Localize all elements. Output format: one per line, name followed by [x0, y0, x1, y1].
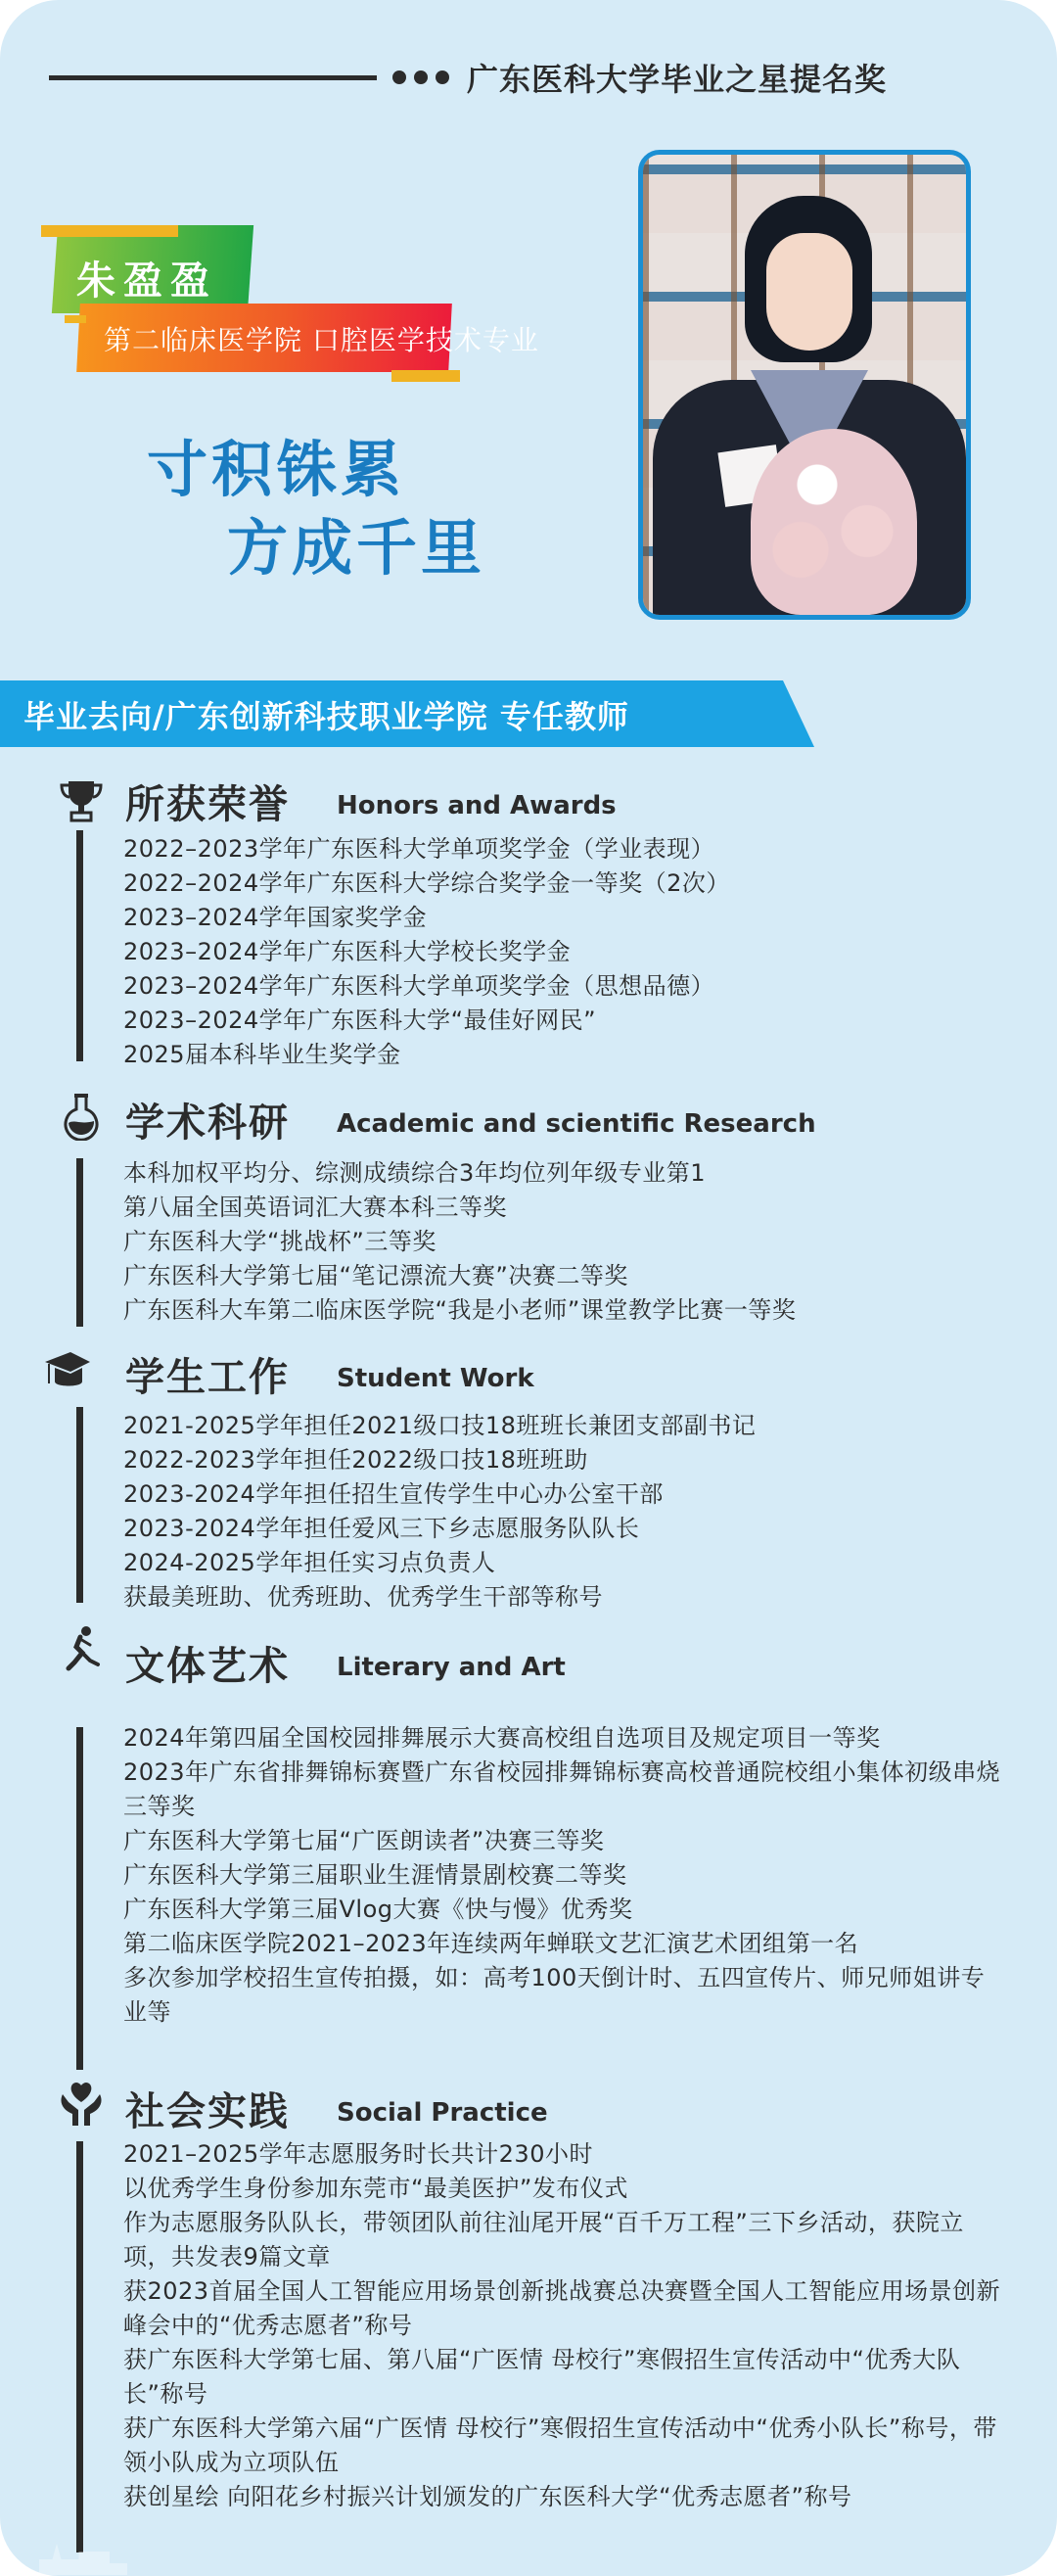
list-item: 广东医科大学“挑战杯”三等奖 — [123, 1228, 437, 1255]
section-title-en: Social Practice — [337, 2098, 548, 2128]
list-item: 本科加权平均分、综测成绩综合3年均位列年级专业第1 — [123, 1159, 707, 1187]
portrait-photo — [638, 150, 971, 620]
list-item: 广东医科大车第二临床医学院“我是小老师”课堂教学比赛一等奖 — [123, 1296, 797, 1324]
list-item: 2023年广东省排舞锦标赛暨广东省校园排舞锦标赛高校普通院校组小集体初级串烧三等奖 — [123, 1758, 1001, 1820]
social-practice-list — [123, 2137, 1004, 2514]
decorative-skyline — [39, 2536, 127, 2575]
section-title-en: Literary and Art — [337, 1653, 566, 1682]
list-item: 广东医科大学第三届职业生涯情景剧校赛二等奖 — [123, 1861, 627, 1889]
header-rule — [49, 75, 377, 80]
major-accent-stripe — [391, 370, 460, 382]
list-item: 2023-2024学年担任招生宣传学生中心办公室干部 — [123, 1480, 664, 1508]
list-item: 2023–2024学年广东医科大学“最佳好网民” — [123, 1007, 597, 1034]
college-major: 第二临床医学院 口腔医学技术专业 — [104, 324, 539, 356]
list-item: 2022–2023学年广东医科大学单项奖学金（学业表现） — [123, 835, 715, 863]
list-item: 2023-2024学年担任爱风三下乡志愿服务队队长 — [123, 1515, 640, 1542]
motto — [147, 431, 485, 587]
photo-bouquet — [751, 429, 917, 615]
motto-line-1: 寸积铢累 — [147, 434, 406, 505]
list-item: 第二临床医学院2021–2023年连续两年蝉联文艺汇演艺术团组第一名 — [123, 1930, 859, 1957]
student-work-list — [123, 1409, 1024, 1615]
major-accent-stripe — [65, 315, 86, 323]
list-item: 2023–2024学年广东医科大学单项奖学金（思想品德） — [123, 972, 715, 1000]
list-item: 2022-2023学年担任2022级口技18班班助 — [123, 1446, 588, 1474]
photo-face — [766, 233, 852, 351]
list-item: 广东医科大学第七届“笔记漂流大赛”决赛二等奖 — [123, 1262, 628, 1289]
header-bar — [49, 55, 1018, 100]
section-title-en: Honors and Awards — [337, 791, 617, 820]
header-dots — [392, 70, 449, 84]
list-item: 多次参加学校招生宣传拍摄，如：高考100天倒计时、五四宣传片、师兄师姐讲专业等 — [123, 1964, 986, 2026]
section-rule — [76, 1727, 83, 2070]
list-item: 获最美班助、优秀班助、优秀学生干部等称号 — [123, 1583, 603, 1611]
list-item: 获广东医科大学第七届、第八届“广医情 母校行”寒假招生宣传活动中“优秀大队长”称号 — [123, 2346, 961, 2408]
section-rule — [76, 1407, 83, 1603]
list-item: 第八届全国英语词汇大赛本科三等奖 — [123, 1194, 507, 1221]
list-item: 2021-2025学年担任2021级口技18班班长兼团支部副书记 — [123, 1412, 757, 1439]
research-list — [123, 1156, 1024, 1328]
motto-line-2: 方成千里 — [227, 512, 486, 584]
section-title-en: Academic and scientific Research — [337, 1109, 816, 1139]
list-item: 广东医科大学第三届Vlog大赛《快与慢》优秀奖 — [123, 1896, 633, 1923]
trophy-icon — [57, 777, 106, 826]
graduation-destination: 毕业去向/广东创新科技职业学院 专任教师 — [23, 698, 629, 735]
section-title-cn: 文体艺术 — [125, 1644, 290, 1689]
section-title-cn: 学术科研 — [125, 1101, 290, 1146]
dot — [436, 70, 449, 84]
list-item: 2023–2024学年广东医科大学校长奖学金 — [123, 938, 572, 965]
section-title-en: Student Work — [337, 1364, 534, 1393]
hands-heart-icon — [57, 2081, 106, 2130]
list-item: 2022–2024学年广东医科大学综合奖学金一等奖（2次） — [123, 869, 730, 897]
list-item: 2024年第四届全国校园排舞展示大赛高校组自选项目及规定项目一等奖 — [123, 1724, 881, 1752]
section-title-cn: 所获荣誉 — [125, 782, 290, 827]
honors-list — [123, 832, 1024, 1072]
student-name: 朱盈盈 — [76, 258, 217, 304]
name-accent-stripe — [41, 225, 178, 237]
section-title-cn: 学生工作 — [125, 1355, 290, 1400]
list-item: 2023–2024学年国家奖学金 — [123, 904, 428, 931]
list-item: 获创星绘 向阳花乡村振兴计划颁发的广东医科大学“优秀志愿者”称号 — [123, 2483, 852, 2510]
dot — [414, 70, 428, 84]
literary-art-list — [123, 1721, 1004, 2030]
section-rule — [76, 2141, 83, 2553]
list-item: 获2023首届全国人工智能应用场景创新挑战赛总决赛暨全国人工智能应用场景创新峰会中的“优秀志愿者”称号 — [123, 2277, 1001, 2339]
list-item: 广东医科大学第七届“广医朗读者”决赛三等奖 — [123, 1827, 605, 1854]
section-rule — [76, 830, 83, 1061]
section-title-cn: 社会实践 — [125, 2089, 290, 2134]
dot — [392, 70, 406, 84]
graduation-cap-icon — [43, 1348, 92, 1397]
list-item: 获广东医科大学第六届“广医情 母校行”寒假招生宣传活动中“优秀小队长”称号，带领小队成为立项队伍 — [123, 2414, 997, 2476]
list-item: 作为志愿服务队队长，带领团队前往汕尾开展“百千万工程”三下乡活动，获院立项，共发表9篇文章 — [123, 2209, 964, 2271]
section-rule — [76, 1158, 83, 1327]
list-item: 以优秀学生身份参加东莞市“最美医护”发布仪式 — [123, 2175, 628, 2202]
list-item: 2025届本科毕业生奖学金 — [123, 1041, 401, 1068]
list-item: 2021–2025学年志愿服务时长共计230小时 — [123, 2140, 593, 2168]
flask-icon — [57, 1092, 106, 1141]
runner-icon — [57, 1625, 106, 1674]
award-title: 广东医科大学毕业之星提名奖 — [467, 61, 888, 98]
list-item: 2024-2025学年担任实习点负责人 — [123, 1549, 496, 1576]
